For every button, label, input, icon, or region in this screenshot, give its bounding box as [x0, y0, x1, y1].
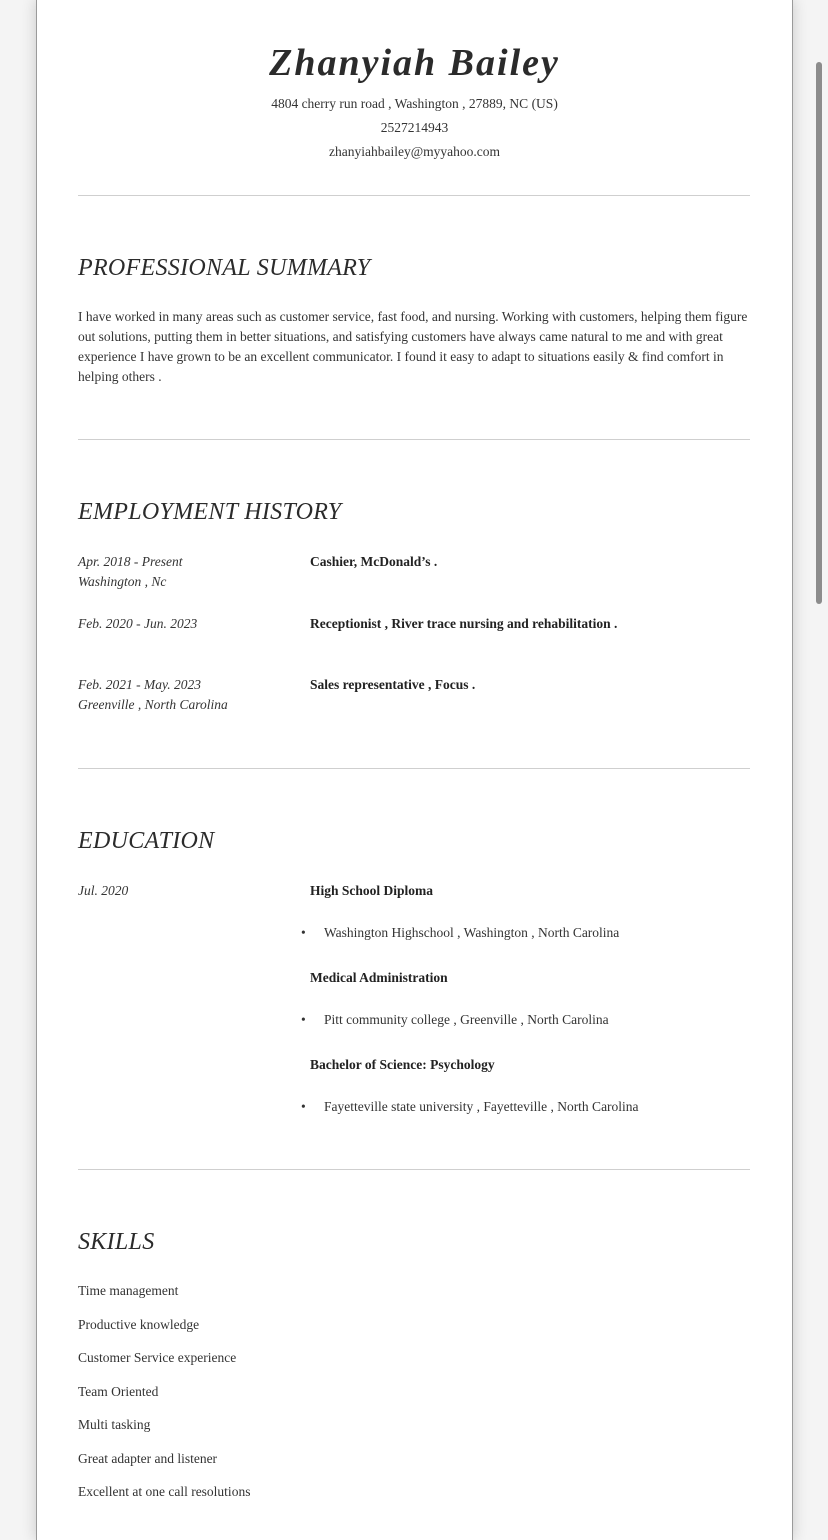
- resume-page: [36, 0, 793, 1540]
- bullet-icon: •: [301, 1012, 306, 1027]
- bullet-icon: •: [301, 925, 306, 940]
- school-name: Pitt community college , Greenville , North Carolina: [324, 1012, 609, 1027]
- school-name: Washington Highschool , Washington , North Carolina: [324, 925, 620, 940]
- skill-item: Productive knowledge: [78, 1317, 200, 1332]
- divider: [78, 768, 750, 769]
- skill-item: Excellent at one call resolutions: [78, 1484, 251, 1499]
- scrollbar-thumb[interactable]: [816, 62, 822, 604]
- skill-item: Team Oriented: [78, 1384, 159, 1399]
- skill-item: Multi tasking: [78, 1417, 151, 1432]
- school-bullet: [301, 1097, 639, 1117]
- divider: [78, 195, 750, 196]
- skill-item: Great adapter and listener: [78, 1451, 218, 1466]
- degree-title: Bachelor of Science: Psychology: [310, 1057, 495, 1072]
- bullet-icon: •: [301, 1099, 306, 1114]
- school-name: Fayetteville state university , Fayetteville , North Carolina: [324, 1099, 639, 1114]
- job-dates: [78, 675, 298, 715]
- job-date-range: Apr. 2018 - Present: [78, 554, 183, 569]
- contact-address: 4804 cherry run road , Washington , 27889, NC (US): [271, 96, 558, 111]
- contact-phone: 2527214943: [380, 120, 449, 135]
- job-location: Greenville , North Carolina: [78, 697, 228, 712]
- degree-title: High School Diploma: [310, 883, 434, 898]
- job-role: Cashier, McDonald’s .: [310, 554, 438, 569]
- divider: [78, 1169, 750, 1170]
- school-bullet: [301, 1010, 609, 1030]
- resume-header: [37, 38, 792, 164]
- job-date-range: Feb. 2021 - May. 2023: [78, 677, 201, 692]
- divider: [78, 439, 750, 440]
- skill-item: Customer Service experience: [78, 1350, 237, 1365]
- employment-heading: EMPLOYMENT HISTORY: [78, 499, 342, 525]
- skill-item: Time management: [78, 1283, 179, 1298]
- contact-email[interactable]: zhanyiahbailey@myyahoo.com: [328, 144, 500, 159]
- job-date-range: Feb. 2020 - Jun. 2023: [78, 616, 198, 631]
- degree-title: Medical Administration: [310, 970, 448, 985]
- school-bullet: [301, 923, 619, 943]
- candidate-name: Zhanyiah Bailey: [269, 42, 560, 84]
- job-dates: [78, 552, 298, 592]
- job-location: Washington , Nc: [78, 574, 167, 589]
- education-date: Jul. 2020: [78, 883, 129, 898]
- skills-heading: SKILLS: [78, 1229, 155, 1255]
- summary-text: I have worked in many areas such as customer service, fast food, and nursing. Working with customers, helping them figure out solutions, putting them in better situations, and satisfying customers have always came natural to me and with great experience I have grown to be an excellent communicator. I found it easy to adapt to situations easily & find comfort in helping others .: [78, 309, 748, 384]
- education-heading: EDUCATION: [78, 828, 215, 854]
- summary-heading: PROFESSIONAL SUMMARY: [78, 255, 371, 281]
- job-dates: [78, 614, 298, 634]
- job-role: Receptionist , River trace nursing and rehabilitation .: [310, 616, 618, 631]
- job-role: Sales representative , Focus .: [310, 677, 476, 692]
